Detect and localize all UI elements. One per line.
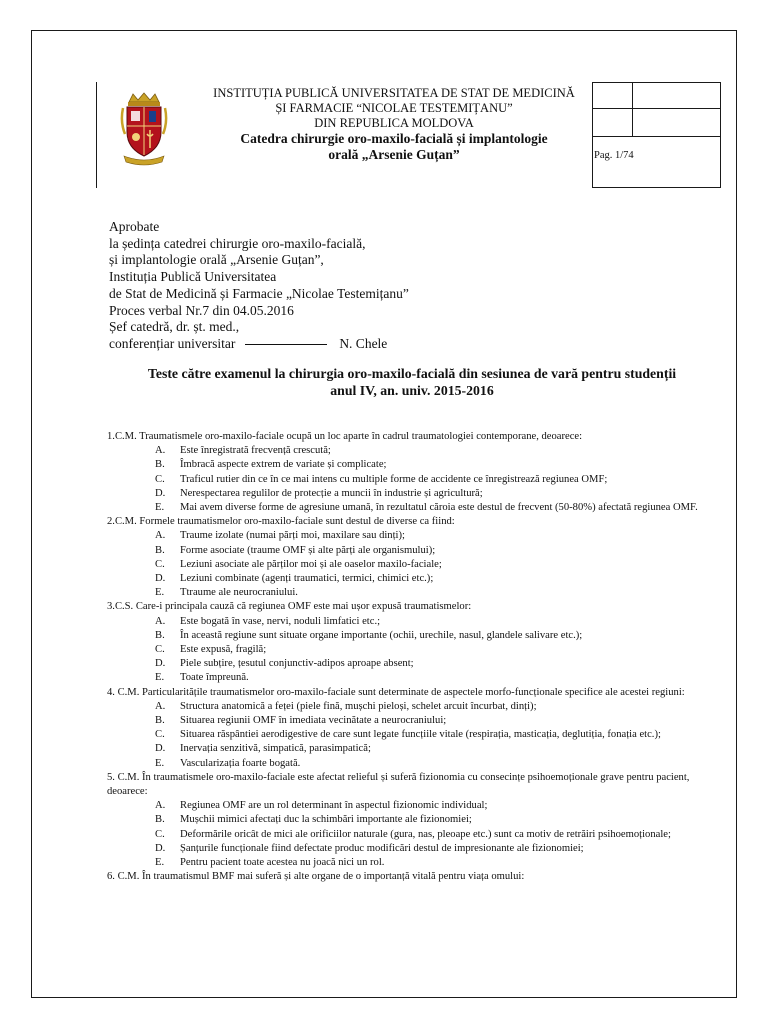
option-text: Ttraume ale neurocraniului. (180, 587, 298, 599)
option-text: Nerespectarea regulilor de protecție a muncii în industrie și agricultură; (180, 487, 483, 499)
option-text: Mai avem diverse forme de agresiune umană, în rezultatul căroia este destul de frecvent (50-80%) afectată regiunea OMF. (180, 502, 698, 514)
option-text: Forme asociate (traume OMF și alte părți ale organismului); (180, 544, 436, 556)
answer-option (107, 757, 719, 771)
answer-option (107, 828, 719, 842)
institution-line: INSTITUȚIA PUBLICĂ UNIVERSITATEA DE STAT DE MEDICINĂ (213, 86, 575, 100)
option-text: Deformările oricât de mici ale orificiilor naturale (gura, nas, pleoape etc.) sunt ca motiv de retrăiri psihoemoționale; (180, 828, 671, 840)
option-text: Îmbracă aspecte extrem de variate și complicate; (180, 459, 387, 471)
institution-line: DIN REPUBLICA MOLDOVA (314, 116, 474, 130)
option-text: Vascularizația foarte bogată. (180, 757, 301, 769)
option-letter: E. (155, 502, 165, 514)
answer-option (107, 714, 719, 728)
option-text: Leziuni combinate (agenți traumatici, termici, chimici etc.); (180, 573, 434, 585)
approval-line: la ședința catedrei chirurgie oro-maxilo-facială, (109, 235, 366, 251)
approval-line: Șef catedră, dr. șt. med., (109, 319, 240, 335)
answer-option (107, 501, 719, 515)
institution-heading (196, 86, 592, 163)
title-line: anul IV, an. univ. 2015-2016 (330, 383, 494, 398)
answer-option (107, 742, 719, 756)
question-text: 1.C.M. Traumatismele oro-maxilo-faciale ocupă un loc aparte în cadrul traumatologiei contemporane, deoarece: (107, 431, 583, 442)
option-letter: B. (155, 544, 165, 556)
option-text: Este expusă, fragilă; (180, 644, 267, 656)
department-line: Catedra chirurgie oro-maxilo-facială și implantologie (240, 131, 548, 146)
option-letter: A. (155, 530, 166, 542)
option-letter: D. (155, 842, 166, 854)
option-letter: A. (155, 800, 166, 812)
answer-option (107, 813, 719, 827)
option-letter: C. (155, 828, 165, 840)
department-line: orală „Arsenie Guțan” (328, 147, 460, 162)
option-letter: B. (155, 814, 165, 826)
option-text: Piele subțire, țesutul conjunctiv-adipos aproape absent; (180, 658, 414, 670)
option-text: Pentru pacient toate acestea nu joacă nici un rol. (180, 857, 385, 869)
option-text: Șanțurile funcționale fiind defectate produc modificări destul de impresionante ale fizionomiei; (180, 842, 584, 854)
answer-option (107, 842, 719, 856)
option-text: Toate împreună. (180, 672, 249, 684)
answer-option (107, 572, 719, 586)
answer-option (107, 529, 719, 543)
document-title (108, 365, 716, 399)
option-letter: D. (155, 658, 166, 670)
signer-name: N. Chele (339, 335, 388, 351)
answer-option (107, 671, 719, 685)
question-text: 5. C.M. În traumatismele oro-maxilo-faciale este afectat relieful și suferă fizionomia cu consecințe psihoemoționale grave pentru pacient, deoarece: (107, 771, 690, 798)
question-text: 4. C.M. Particularitățile traumatismelor oro-maxilo-faciale sunt determinate de aspectele morfo-funcționale specifice ale acestei regiuni: (107, 686, 685, 698)
option-letter: E. (155, 672, 165, 684)
option-letter: E. (155, 587, 165, 599)
option-letter: E. (155, 757, 165, 769)
option-letter: C. (155, 644, 165, 656)
approval-line: Aprobate (109, 219, 160, 234)
question-text: 2.C.M. Formele traumatismelor oro-maxilo-faciale sunt destul de diverse ca fiind: (107, 516, 455, 528)
option-letter: E. (155, 857, 165, 869)
option-letter: A. (155, 615, 166, 627)
answer-option (107, 700, 719, 714)
option-letter: D. (155, 573, 166, 585)
option-text: Leziuni asociate ale părților moi și ale oaselor maxilo-faciale; (180, 558, 442, 570)
option-letter: D. (155, 487, 166, 499)
option-text: Este înregistrată frecvență crescută; (180, 445, 331, 457)
approval-line: și implantologie orală „Arsenie Guțan”, (109, 252, 324, 268)
answer-option (107, 473, 719, 487)
option-text: Regiunea OMF are un rol determinant în aspectul fizionomic individual; (180, 800, 488, 812)
answer-option (107, 544, 719, 558)
option-text: Inervația senzitivă, simpatică, parasimpatică; (180, 743, 371, 755)
option-letter: B. (155, 459, 165, 471)
option-text: Structura anatomică a feței (piele fină, mușchi pieloși, schelet arcuit încurbat, dinți); (180, 700, 537, 712)
answer-option (107, 558, 719, 572)
answer-option (107, 458, 719, 472)
questions-list (107, 430, 719, 885)
option-letter: C. (155, 729, 165, 741)
university-crest-logo (120, 92, 168, 166)
title-line: Teste către examenul la chirurgia oro-maxilo-facială din sesiunea de vară pentru studenții (147, 366, 677, 381)
option-text: Mușchii mimici afectați duc la schimbări importante ale fizionomiei; (180, 814, 472, 826)
option-text: Situarea răspântiei aerodigestive de care sunt legate funcțiile vitale (respirația, masticația, deglutiția, fonația etc.); (180, 729, 661, 741)
option-letter: A. (155, 700, 166, 712)
institution-line: ȘI FARMACIE “NICOLAE TESTEMIȚANU” (275, 101, 513, 115)
option-text: Situarea regiunii OMF în imediata vecinătate a neurocraniului; (180, 715, 447, 727)
answer-option (107, 643, 719, 657)
option-text: Este bogată în vase, nervi, noduli limfatici etc.; (180, 615, 381, 627)
option-letter: B. (155, 629, 165, 641)
answer-option (107, 728, 719, 742)
question-text: 6. C.M. În traumatismul BMF mai suferă și alte organe de o importanță vitală pentru viața omului: (107, 871, 525, 883)
signature-blank (245, 344, 327, 345)
option-letter: C. (155, 558, 165, 570)
page-number: Pag. 1/74 (594, 150, 634, 161)
option-text: În această regiune sunt situate organe importante (ochii, urechile, nasul, glandele salivare etc.); (180, 629, 583, 641)
answer-option (107, 856, 719, 870)
signature-line (109, 336, 589, 353)
approval-block (109, 219, 589, 353)
answer-option (107, 586, 719, 600)
answer-option (107, 799, 719, 813)
signer-role: conferențiar universitar (109, 335, 236, 351)
answer-option (107, 615, 719, 629)
option-text: Traume izolate (numai părți moi, maxilare sau dinți); (180, 530, 405, 542)
option-letter: B. (155, 715, 165, 727)
answer-option (107, 487, 719, 501)
option-text: Traficul rutier din ce în ce mai intens cu multiple forme de accidente ce înregistrează regiunea OMF; (180, 473, 608, 485)
answer-option (107, 629, 719, 643)
answer-option (107, 657, 719, 671)
question-text: 3.C.S. Care-i principala cauză că regiunea OMF este mai ușor expusă traumatismelor: (107, 601, 472, 613)
option-letter: D. (155, 743, 166, 755)
answer-option (107, 444, 719, 458)
option-letter: C. (155, 473, 165, 485)
approval-line: Instituția Publică Universitatea (109, 269, 277, 285)
approval-line: Proces verbal Nr.7 din 04.05.2016 (109, 302, 294, 318)
approval-line: de Stat de Medicină și Farmacie „Nicolae Testemițanu” (109, 285, 409, 301)
option-letter: A. (155, 445, 166, 457)
